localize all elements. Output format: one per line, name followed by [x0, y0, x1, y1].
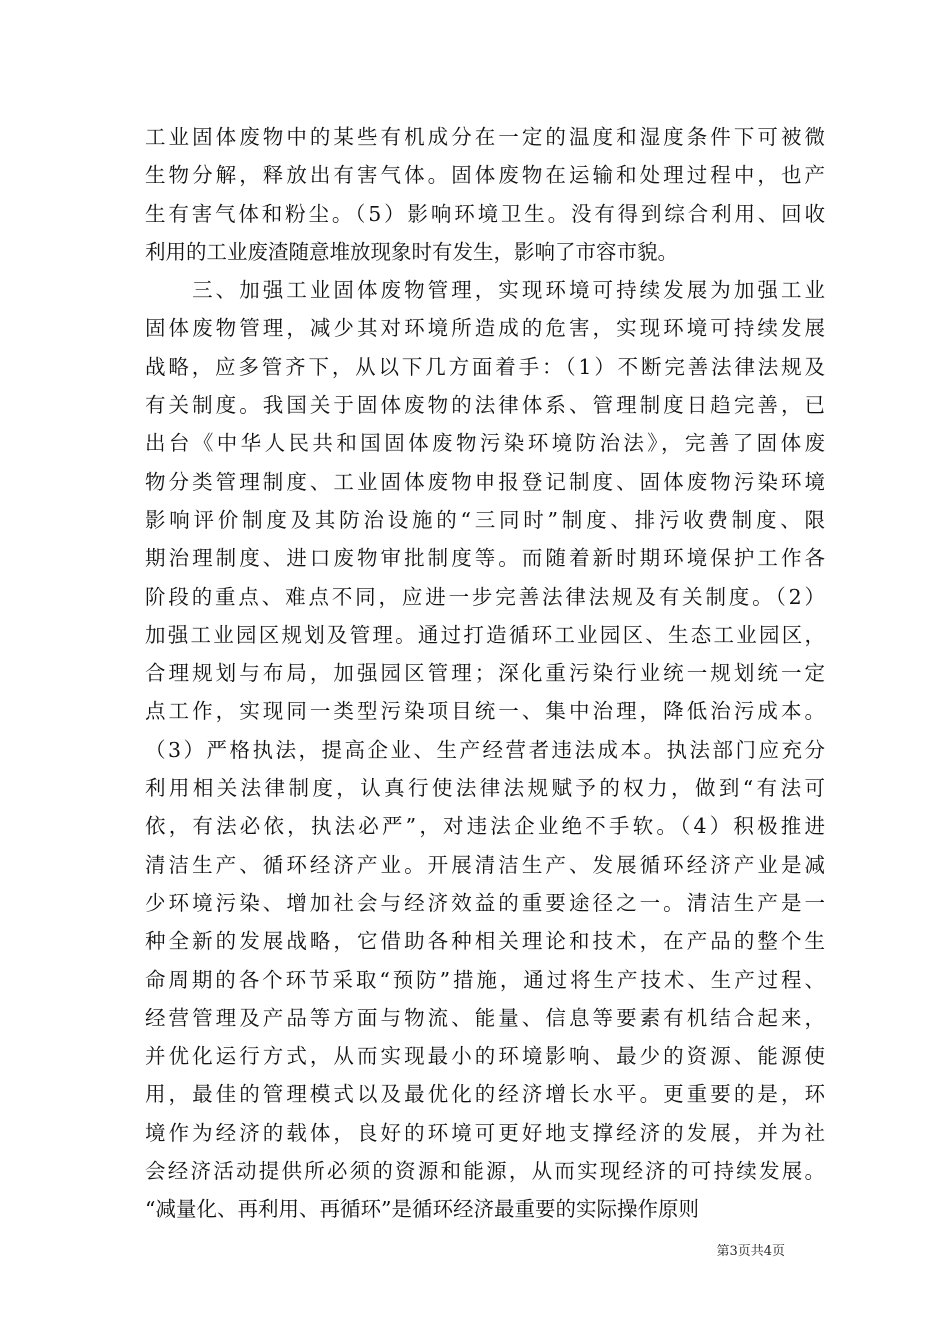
text-line: 依，有法必依，执法必严”，对违法企业绝不手软。（4）积极推进	[145, 814, 825, 839]
text-line: 并优化运行方式，从而实现最小的环境影响、最少的资源、能源使	[145, 1044, 825, 1069]
text-line: 用，最佳的管理模式以及最优化的经济增长水平。更重要的是，环	[145, 1082, 825, 1107]
text-line: “减量化、再利用、再循环”是循环经济最重要的实际操作原则	[145, 1197, 699, 1222]
text-line: 期治理制度、进口废物审批制度等。而随着新时期环境保护工作各	[145, 546, 825, 571]
text-line: 生物分解，释放出有害气体。固体废物在运输和处理过程中，也产	[145, 163, 825, 188]
text-line: 阶段的重点、难点不同，应进一步完善法律法规及有关制度。（2）	[145, 584, 825, 609]
text-line: 出台《中华人民共和国固体废物污染环境防治法》，完善了固体废	[145, 431, 825, 456]
text-line: （3）严格执法，提高企业、生产经营者违法成本。执法部门应充分	[145, 737, 825, 762]
text-line: 经营管理及产品等方面与物流、能量、信息等要素有机结合起来，	[145, 1005, 825, 1030]
text-line: 种全新的发展战略，它借助各种相关理论和技术，在产品的整个生	[145, 929, 825, 954]
text-line: 少环境污染、增加社会与经济效益的重要途径之一。清洁生产是一	[145, 890, 825, 915]
text-line: 会经济活动提供所必须的资源和能源，从而实现经济的可持续发展。	[145, 1159, 825, 1184]
text-line: 战略，应多管齐下，从以下几方面着手：（1）不断完善法律法规及	[145, 354, 825, 379]
text-line: 物分类管理制度、工业固体废物申报登记制度、固体废物污染环境	[145, 469, 825, 494]
text-line: 生有害气体和粉尘。（5）影响环境卫生。没有得到综合利用、回收	[145, 201, 825, 226]
text-line: 加强工业园区规划及管理。通过打造循环工业园区、生态工业园区，	[145, 622, 825, 647]
text-line: 点工作，实现同一类型污染项目统一、集中治理，降低治污成本。	[145, 699, 825, 724]
text-line: 合理规划与布局，加强园区管理；深化重污染行业统一规划统一定	[145, 661, 825, 686]
text-line: 工业固体废物中的某些有机成分在一定的温度和湿度条件下可被微	[145, 125, 825, 149]
text-line: 利用相关法律制度，认真行使法律法规赋予的权力，做到“有法可	[145, 776, 825, 801]
text-line: 境作为经济的载体，良好的环境可更好地支撑经济的发展，并为社	[145, 1120, 825, 1145]
text-line: 清洁生产、循环经济产业。开展清洁生产、发展循环经济产业是减	[145, 852, 825, 877]
text-line: 三、加强工业固体废物管理，实现环境可持续发展为加强工业	[145, 278, 825, 303]
page-number-footer: 第3页共4页	[716, 1244, 785, 1259]
text-line: 利用的工业废渣随意堆放现象时有发生，影响了市容市貌。	[145, 239, 678, 264]
text-line: 固体废物管理，减少其对环境所造成的危害，实现环境可持续发展	[145, 316, 825, 341]
text-line: 命周期的各个环节采取“预防”措施，通过将生产技术、生产过程、	[145, 967, 825, 992]
body-text	[145, 118, 825, 1229]
text-line: 影响评价制度及其防治设施的“三同时”制度、排污收费制度、限	[145, 507, 825, 532]
text-line: 有关制度。我国关于固体废物的法律体系、管理制度日趋完善，已	[145, 393, 825, 418]
